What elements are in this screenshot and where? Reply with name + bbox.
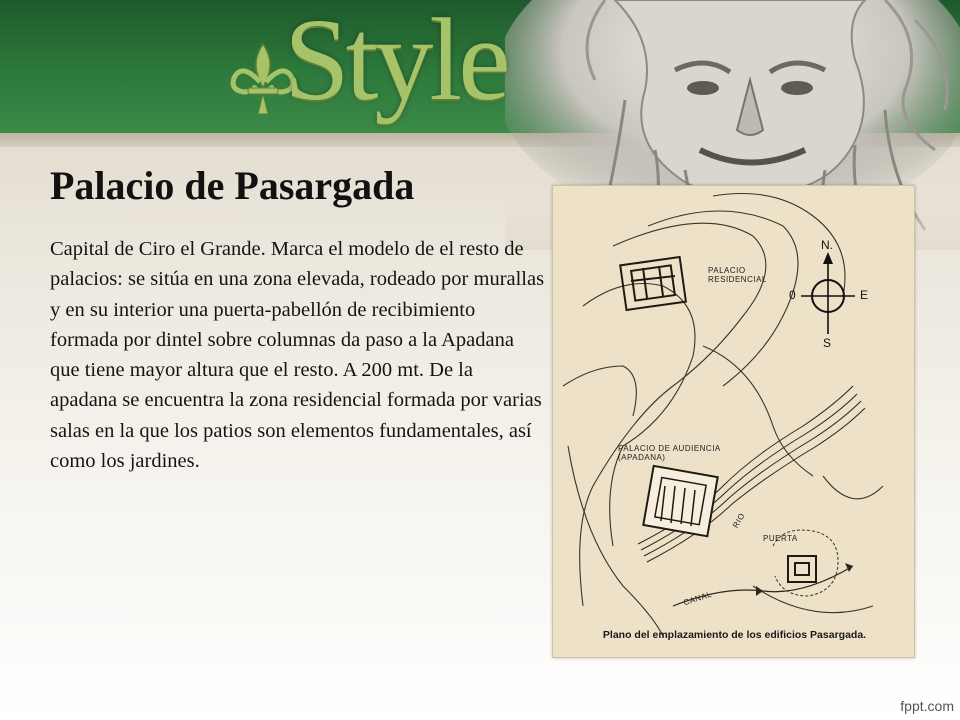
compass-west: 0 (789, 288, 796, 302)
slide-body-text: Capital de Ciro el Grande. Marca el modelo de el resto de palacios: se sitúa en una zona elevada, rodeado por murallas y en su interior una puerta-pabellón de recibimiento formada por dintel sobre columnas da paso a la Apadana que tiene mayor altura que el resto. A 200 mt. De la apadana se encuentra la zona residencial formada por varias salas en la que los patios son elementos fundamentales, así como los jardines. (50, 238, 545, 473)
label-palacio-audiencia-line2: (APADANA) (618, 453, 666, 462)
fppt-watermark: fppt.com (900, 698, 954, 714)
site-plan-image (552, 185, 915, 658)
compass-north: N. (821, 238, 833, 252)
plan-caption: Plano del emplazamiento de los edificios Pasargada. (602, 629, 867, 641)
label-rio: RIO (731, 511, 747, 530)
style-wordmark: Style (284, 0, 507, 125)
label-palacio-audiencia-line1: PALACIO DE AUDIENCIA (618, 444, 721, 453)
compass-east: E (860, 288, 869, 302)
label-puerta: PUERTA (763, 534, 798, 543)
label-palacio-residencial-line2: RESIDENCIAL (708, 275, 767, 284)
site-plan-drawing (553, 186, 916, 659)
label-palacio-audiencia (618, 444, 721, 462)
label-palacio-residencial-line1: PALACIO (708, 266, 746, 275)
label-palacio-residencial (708, 266, 767, 284)
compass-south: S (823, 336, 832, 350)
label-canal: CANAL (682, 589, 713, 608)
slide-title: Palacio de Pasargada (50, 163, 415, 208)
